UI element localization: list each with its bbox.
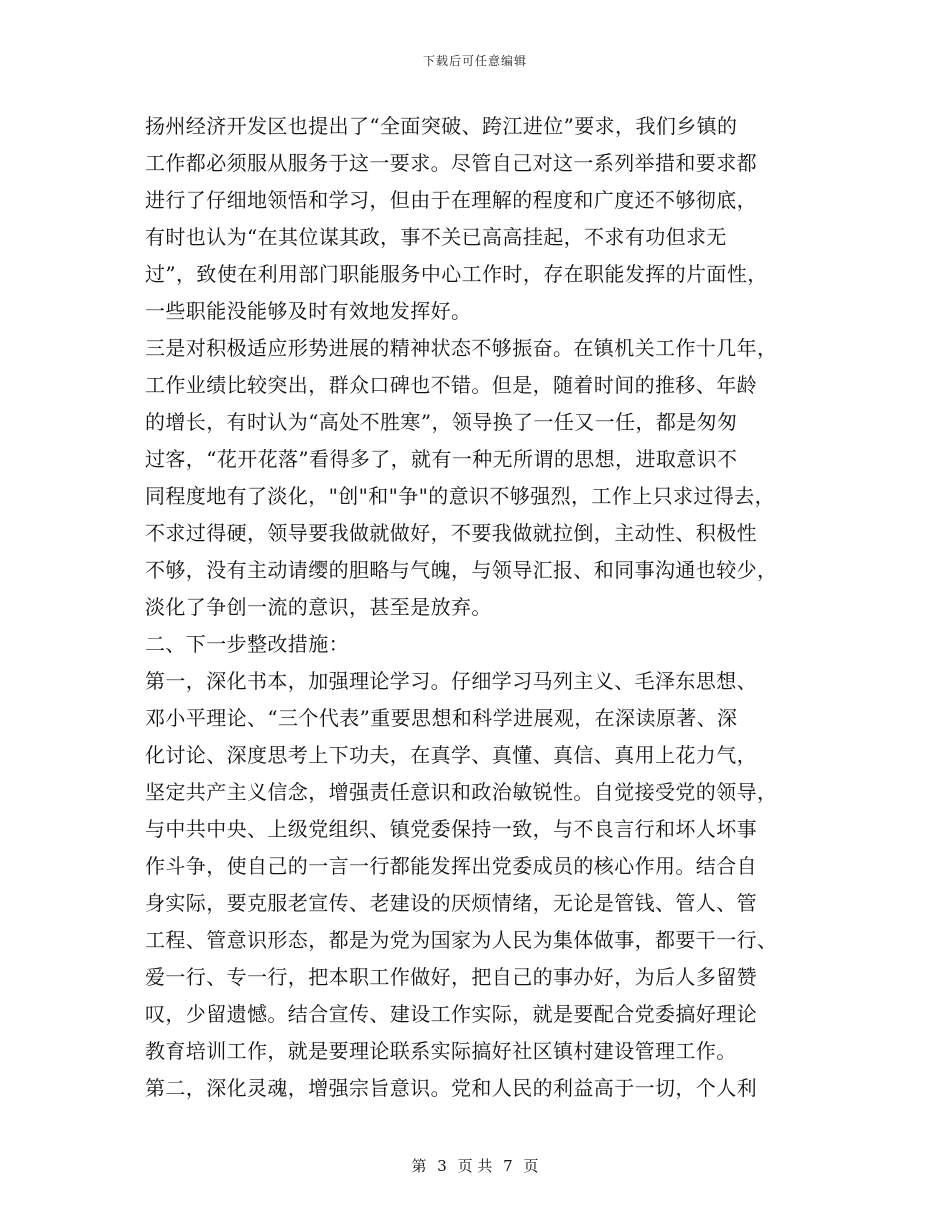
text-line: 三是对积极适应形势进展的精神状态不够振奋。在镇机关工作十几年， xyxy=(145,336,778,360)
text-line: 过客，“花开花落”看得多了，就有一种无所谓的思想，进取意识不 xyxy=(145,447,738,471)
footer-current-page: 3 xyxy=(437,1157,447,1175)
text-line: 工作业绩比较突出，群众口碑也不错。但是，随着时间的推移、年龄 xyxy=(145,373,757,397)
text-line: 坚定共产主义信念，增强责任意识和政治敏锐性。自觉接受党的领导， xyxy=(145,780,778,804)
text-line: 第一，深化书本，加强理论学习。仔细学习马列主义、毛泽东思想、 xyxy=(145,669,757,693)
text-line: 工程、管意识形态，都是为党为国家为人民为集体做事，都要干一行、 xyxy=(145,928,778,952)
text-line: 淡化了争创一流的意识，甚至是放弃。 xyxy=(145,595,492,619)
text-line: 叹，少留遗憾。结合宣传、建设工作实际，就是要配合党委搞好理论 xyxy=(145,1002,757,1026)
text-line: 教育培训工作，就是要理论联系实际搞好社区镇村建设管理工作。 xyxy=(145,1039,737,1063)
footer-total-pages: 7 xyxy=(503,1157,513,1175)
text-line: 二、下一步整改措施： xyxy=(145,632,349,656)
text-line: 进行了仔细地领悟和学习，但由于在理解的程度和广度还不够彻底， xyxy=(145,188,757,212)
page-footer xyxy=(0,1155,950,1176)
text-line: 邓小平理论、“三个代表”重要思想和科学进展观，在深读原著、深 xyxy=(145,706,738,730)
text-line: 不求过得硬，领导要我做就做好，不要我做就拉倒，主动性、积极性 xyxy=(145,521,757,545)
text-line: 化讨论、深度思考上下功夫，在真学、真懂、真信、真用上花力气， xyxy=(145,743,757,767)
text-line: 身实际，要克服老宣传、老建设的厌烦情绪，无论是管钱、管人、管 xyxy=(145,891,757,915)
footer-suffix: 页 xyxy=(523,1157,539,1175)
text-line: 工作都必须服从服务于这一要求。尽管自己对这一系列举措和要求都 xyxy=(145,151,757,175)
text-line: 作斗争，使自己的一言一行都能发挥出党委成员的核心作用。结合自 xyxy=(145,854,757,878)
text-line: 过”，致使在利用部门职能服务中心工作时，存在职能发挥的片面性， xyxy=(145,262,768,286)
page-header-note: 下载后可任意编辑 xyxy=(422,54,527,68)
document-body xyxy=(145,108,810,1107)
footer-middle: 页 共 xyxy=(457,1157,493,1175)
text-line: 扬州经济开发区也提出了“全面突破、跨江进位”要求，我们乡镇的 xyxy=(145,114,738,138)
text-line: 一些职能没能够及时有效地发挥好。 xyxy=(145,299,472,323)
text-line: 有时也认为“在其位谋其政，事不关已高高挂起，不求有功但求无 xyxy=(145,225,727,249)
text-line: 同程度地有了淡化，"创"和"争"的意识不够强烈，工作上只求过得去， xyxy=(145,484,775,508)
text-line: 的增长，有时认为“高处不胜寒”，领导换了一任又一任，都是匆匆 xyxy=(145,410,738,434)
text-line: 第二，深化灵魂，增强宗旨意识。党和人民的利益高于一切，个人利 xyxy=(145,1076,757,1100)
text-line: 不够，没有主动请缨的胆略与气魄，与领导汇报、和同事沟通也较少， xyxy=(145,558,778,582)
text-line: 与中共中央、上级党组织、镇党委保持一致，与不良言行和坏人坏事 xyxy=(145,817,757,841)
text-line: 爱一行、专一行，把本职工作做好，把自己的事办好，为后人多留赞 xyxy=(145,965,757,989)
footer-prefix: 第 xyxy=(411,1157,427,1175)
